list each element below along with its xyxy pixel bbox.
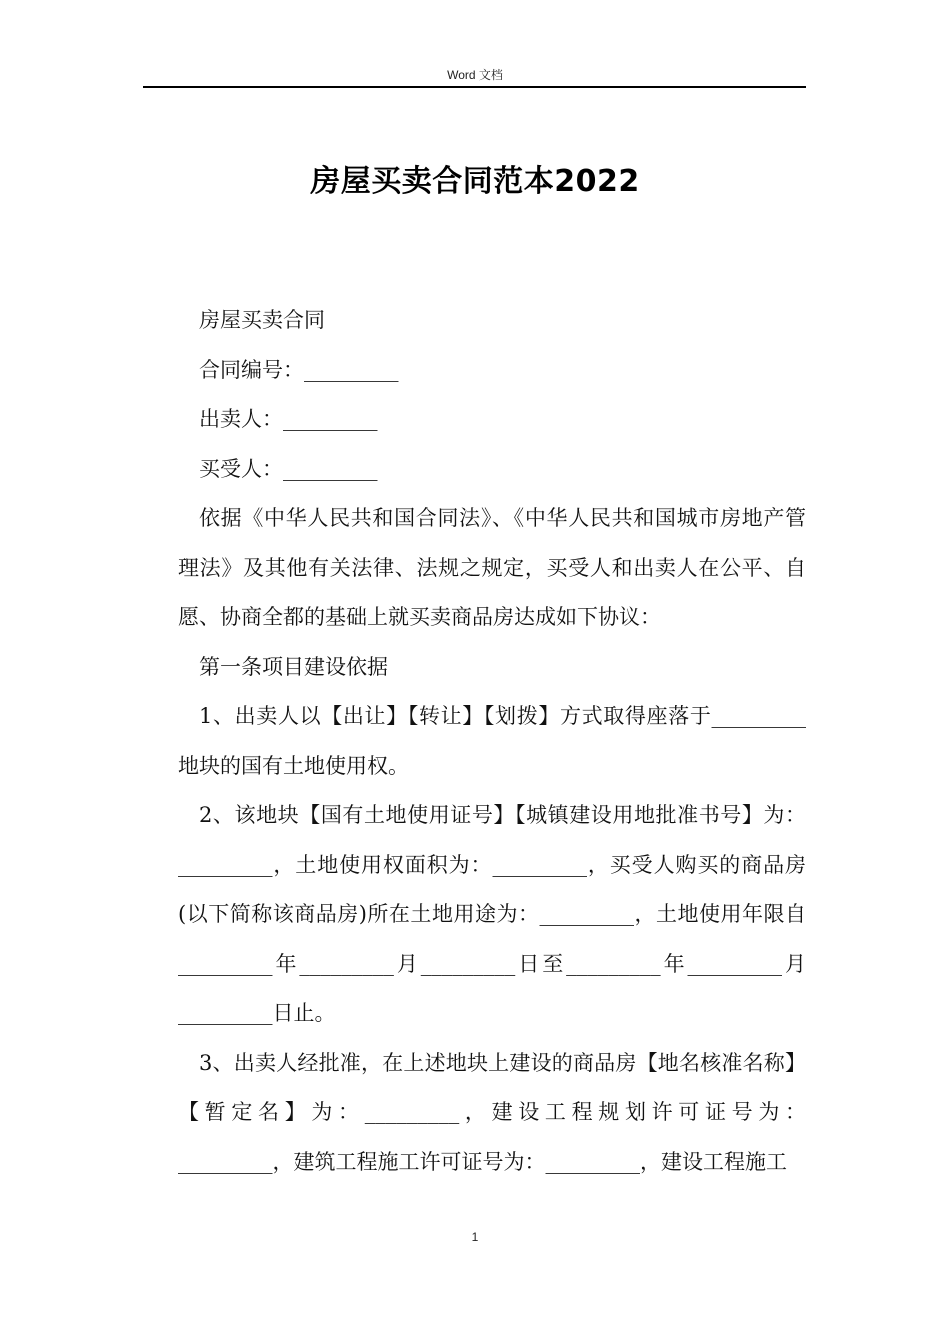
paragraph-article-1-heading: 第一条项目建设依据 (199, 654, 388, 679)
paragraph-contract-number: 合同编号：_________ (199, 357, 399, 382)
paragraph-clause-1: 1、出卖人以【出让】【转让】【划拨】方式取得座落于_________地块的国有土地使用权。 (178, 704, 806, 778)
header-divider (143, 86, 806, 88)
paragraph-preamble: 依据《中华人民共和国合同法》、《中华人民共和国城市房地产管理法》及其他有关法律、法规之规定，买受人和出卖人在公平、自愿、协商全都的基础上就买卖商品房达成如下协议： (178, 506, 806, 629)
page-number: 1 (471, 1230, 479, 1244)
document-body (178, 296, 806, 1187)
paragraph-buyer: 买受人：_________ (199, 456, 378, 481)
paragraph-clause-3: 3、出卖人经批准，在上述地块上建设的商品房【地名核准名称】【暂定名】为：_________，建设工程规划许可证号为：_________，建筑工程施工许可证号为：_________，建设工程施工 (178, 1050, 806, 1174)
document-title: 房屋买卖合同范本2022 (310, 164, 640, 199)
paragraph-clause-2: 2、该地块【国有土地使用证号】【城镇建设用地批准书号】为：_________，土地使用权面积为：_________，买受人购买的商品房(以下简称该商品房)所在土地用途为：_________，土地使用年限自_________年_________月_________日至_________年_________月_________日止。 (178, 803, 806, 1025)
page-header: Word 文档 (447, 68, 503, 82)
paragraph-seller: 出卖人：_________ (199, 407, 378, 431)
paragraph-contract-heading: 房屋买卖合同 (199, 308, 325, 332)
